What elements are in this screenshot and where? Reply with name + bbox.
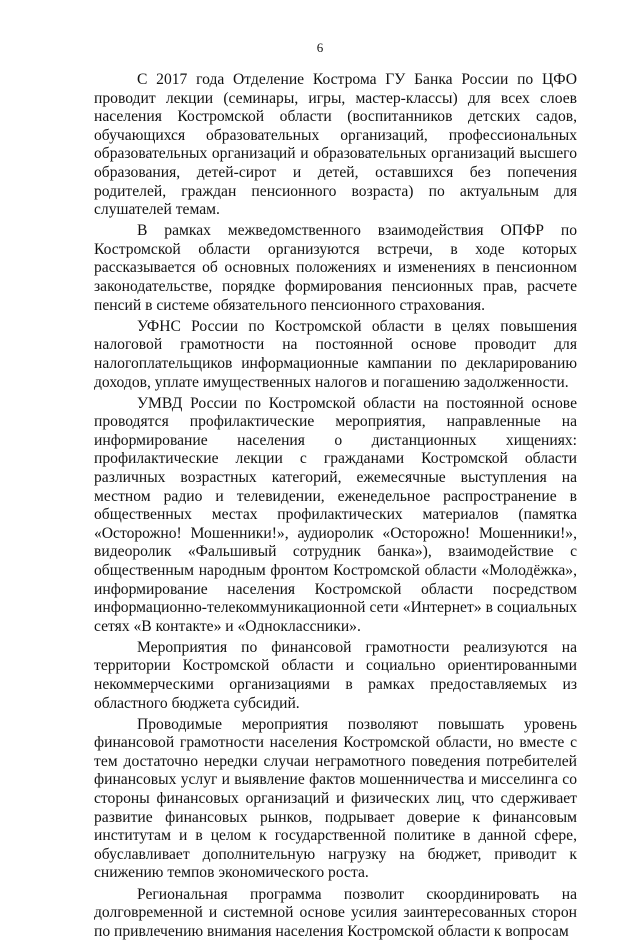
- body-text: [94, 71, 577, 944]
- page-number: 6: [316, 40, 324, 55]
- paragraph-police-prevention: УМВД России по Костромской области на постоянной основе проводятся профилактические мероприятия, направленные на информирование населения о дистанционных хищениях: профилактические лекции с гражданами Костромской области различных возрастных категорий, ежемесячные выступления на местном радио и телевидении, еженедельное распространение в общественных местах профилактических материалов (памятка «Осторожно! Мошенники!», аудиоролик «Осторожно! Мошенники!», видеоролик «Фальшивый сотрудник банка»), взаимодействие с общественным народным фронтом Костромской области «Молодёжка», информирование населения Костромской области посредством информационно-телекоммуникационной сети «Интернет» в социальных сетях «В контакте» и «Одноклассники».: [94, 394, 577, 635]
- paragraph-regional-program: Региональная программа позволит скоординировать на долговременной и системной основе усилия заинтересованных сторон по привлечению внимания населения Костромской области к вопросам: [94, 885, 577, 940]
- paragraph-tax-service-campaigns: УФНС России по Костромской области в целях повышения налоговой грамотности на постоянной основе проводит для налогоплательщиков информационные кампании по декларированию доходов, уплате имущественных налогов и погашению задолженности.: [94, 317, 577, 391]
- paragraph-bank-of-russia-lectures: С 2017 года Отделение Кострома ГУ Банка России по ЦФО проводит лекции (семинары, игры, мастер-классы) для всех слоев населения Костромской области (воспитанников детских садов, обучающихся образовательных организаций, профессиональных образовательных организаций и образовательных организаций высшего образования, детей-сирот и детей, оставшихся без попечения родителей, граждан пенсионного возраста) по актуальным для слушателей темам.: [94, 71, 577, 219]
- paragraph-problems-summary: Проводимые мероприятия позволяют повышать уровень финансовой грамотности населения Костромской области, но вместе с тем достаточно нередки случаи неграмотного поведения потребителей финансовых услуг и выявление фактов мошенничества и мисселинга со стороны финансовых организаций и физических лиц, что сдерживает развитие финансовых рынков, подрывает доверие к финансовым институтам и в целом к государственной политике в данной сфере, обуславливает дополнительную нагрузку на бюджет, приводит к снижению темпов экономического роста.: [94, 715, 577, 882]
- paragraph-nonprofit-activities: Мероприятия по финансовой грамотности реализуются на территории Костромской области и социально ориентированными некоммерческими организациями в рамках предоставляемых из областного бюджета субсидий.: [94, 638, 577, 712]
- paragraph-pension-fund-meetings: В рамках межведомственного взаимодействия ОПФР по Костромской области организуются встречи, в ходе которых рассказывается об основных положениях и изменениях в пенсионном законодательстве, порядке формирования пенсионных прав, расчете пенсий в системе обязательного пенсионного страхования.: [94, 222, 577, 314]
